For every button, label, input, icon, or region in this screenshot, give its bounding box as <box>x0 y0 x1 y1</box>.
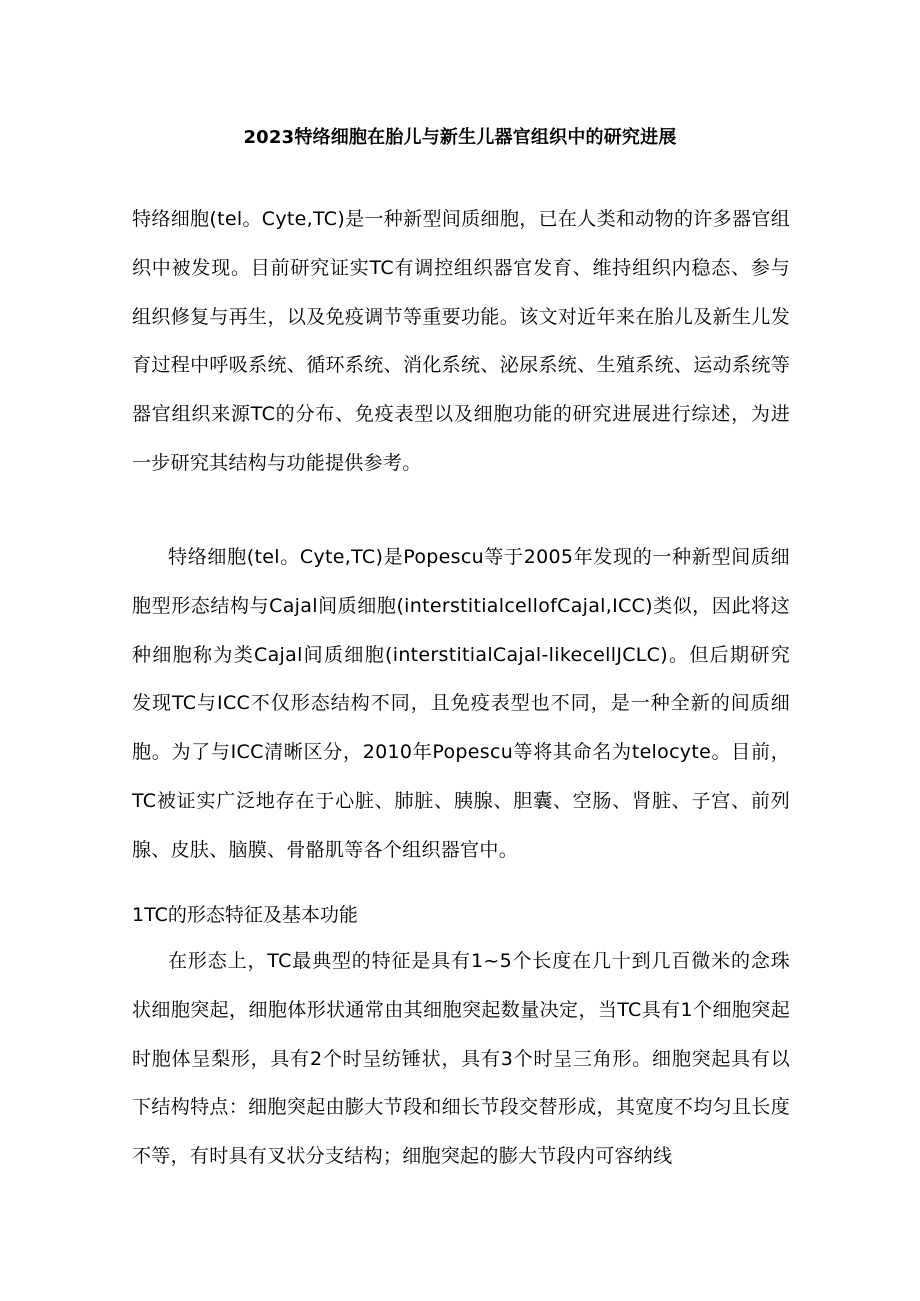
section-heading: 1TC的形态特征及基本功能 <box>132 904 358 926</box>
abstract-paragraph: 特络细胞(tel。Cyte,TC)是一种新型间质细胞，已在人类和动物的许多器官组织中被发现。目前研究证实TC有调控组织器官发育、维持组织内稳态、参与组织修复与再生，以及免疫调节等重要功能。该文对近年来在胎儿及新生儿发育过程中呼吸系统、循环系统、消化系统、泌尿系统、生殖系统、运动系统等器官组织来源TC的分布、免疫表型以及细胞功能的研究进展进行综述，为进一步研究其结构与功能提供参考。 <box>132 208 790 474</box>
section-paragraph: 在形态上，TC最典型的特征是具有1~5个长度在几十到几百微米的念珠状细胞突起，细胞体形状通常由其细胞突起数量决定，当TC具有1个细胞突起时胞体呈梨形，具有2个时呈纺锤状，具有3个时呈三角形。细胞突起具有以下结构特点：细胞突起由膨大节段和细长节段交替形成，其宽度不均匀且长度不等，有时具有叉状分支结构；细胞突起的膨大节段内可容纳线 <box>132 950 790 1168</box>
intro-paragraph: 特络细胞(tel。Cyte,TC)是Popescu等于2005年发现的一种新型间质细胞型形态结构与Cajal间质细胞(interstitialcellofCajal,ICC)类似，因此将这种细胞称为类Cajal间质细胞(interstitialCajal-likecellJCLC)。但后期研究发现TC与ICC不仅形态结构不同，且免疫表型也不同，是一种全新的间质细胞。为了与ICC清晰区分，2010年Popescu等将其命名为telocyte。目前，TC被证实广泛地存在于心脏、肺脏、胰腺、胆囊、空肠、肾脏、子宫、前列腺、皮肤、脑膜、骨骼肌等各个组织器官中。 <box>132 546 790 861</box>
document-title: 2023特络细胞在胎儿与新生儿器官组织中的研究进展 <box>243 127 677 148</box>
